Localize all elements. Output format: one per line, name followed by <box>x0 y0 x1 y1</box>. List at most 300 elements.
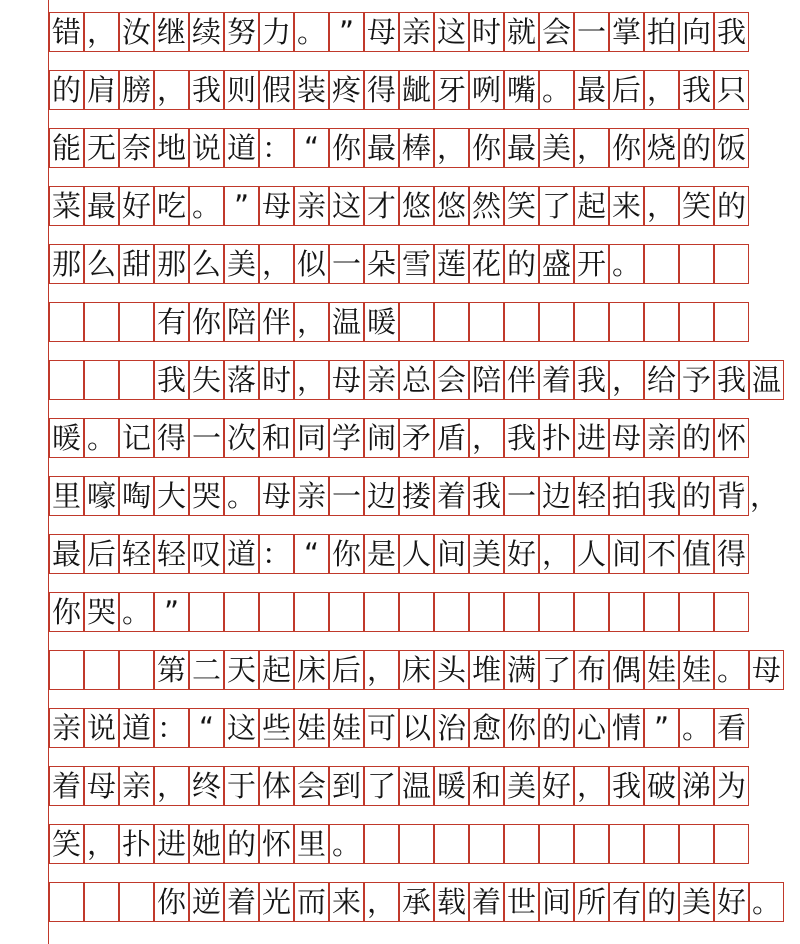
grid-cell: 母 <box>84 766 119 806</box>
grid-cell: 的 <box>679 128 714 168</box>
grid-cell: 朵 <box>364 244 399 284</box>
grid-cell: 地 <box>154 128 189 168</box>
grid-cell: 值 <box>679 534 714 574</box>
grid-cell: 陪 <box>224 302 259 342</box>
grid-cell: 母 <box>609 418 644 458</box>
grid-cell: 陪 <box>469 360 504 400</box>
grid-cell: 笑 <box>504 186 539 226</box>
grid-cell <box>294 592 329 632</box>
grid-cell: ” <box>154 592 189 632</box>
grid-cell: 。 <box>609 244 644 284</box>
grid-cell: 间 <box>609 534 644 574</box>
grid-cell: 哭 <box>189 476 224 516</box>
grid-cell: 疼 <box>329 70 364 110</box>
grid-cell: 给 <box>644 360 679 400</box>
grid-cell: 得 <box>364 70 399 110</box>
grid-cell: 了 <box>539 186 574 226</box>
grid-cell: 温 <box>399 766 434 806</box>
grid-cell: 然 <box>469 186 504 226</box>
grid-cell: 亲 <box>294 476 329 516</box>
grid-cell: 吃 <box>154 186 189 226</box>
grid-cell: ， <box>259 244 294 284</box>
grid-cell: 肩 <box>84 70 119 110</box>
grid-cell: 就 <box>504 12 539 52</box>
grid-cell: 亲 <box>119 766 154 806</box>
grid-cell <box>434 302 469 342</box>
grid-cell: 光 <box>259 882 294 922</box>
grid-cell: 。 <box>224 476 259 516</box>
grid-cell: ， <box>294 360 329 400</box>
grid-cell: 和 <box>259 418 294 458</box>
grid-cell <box>574 592 609 632</box>
grid-cell <box>679 302 714 342</box>
grid-cell: 向 <box>679 12 714 52</box>
grid-cell: ， <box>644 186 679 226</box>
grid-cell: 情 <box>609 708 644 748</box>
grid-cell: 。 <box>294 12 329 52</box>
grid-cell: 娃 <box>329 708 364 748</box>
grid-cell <box>434 592 469 632</box>
grid-cell: 叹 <box>189 534 224 574</box>
grid-cell: 人 <box>399 534 434 574</box>
grid-cell <box>644 302 679 342</box>
grid-cell: 盛 <box>539 244 574 284</box>
grid-cell: 为 <box>714 766 749 806</box>
grid-cell: 我 <box>714 12 749 52</box>
grid-cell: 治 <box>434 708 469 748</box>
grid-cell: ， <box>609 360 644 400</box>
grid-cell: 咧 <box>469 70 504 110</box>
grid-cell: 暖 <box>434 766 469 806</box>
grid-cell: ： <box>154 708 189 748</box>
grid-cell <box>469 592 504 632</box>
grid-cell: 我 <box>189 70 224 110</box>
grid-cell: ， <box>364 882 399 922</box>
grid-cell: 饭 <box>714 128 749 168</box>
grid-cell <box>539 592 574 632</box>
grid-cell: 床 <box>399 650 434 690</box>
grid-cell: 道 <box>224 534 259 574</box>
grid-cell: 奈 <box>119 128 154 168</box>
grid-cell: 予 <box>679 360 714 400</box>
grid-cell: 天 <box>224 650 259 690</box>
grid-cell: 这 <box>329 186 364 226</box>
grid-cell: 这 <box>434 12 469 52</box>
grid-cell: 无 <box>84 128 119 168</box>
grid-cell: 我 <box>644 476 679 516</box>
grid-cell: “ <box>294 128 329 168</box>
grid-cell: 床 <box>294 650 329 690</box>
grid-cell: 膀 <box>119 70 154 110</box>
grid-cell <box>119 360 154 400</box>
grid-cell: 牙 <box>434 70 469 110</box>
grid-cell: ” <box>644 708 679 748</box>
grid-cell: 里 <box>294 824 329 864</box>
grid-cell: 扑 <box>539 418 574 458</box>
grid-cell: 所 <box>574 882 609 922</box>
grid-cell: 嚎 <box>84 476 119 516</box>
grid-cell: 你 <box>469 128 504 168</box>
grid-cell: 伴 <box>504 360 539 400</box>
grid-cell: 着 <box>224 882 259 922</box>
grid-cell: 落 <box>224 360 259 400</box>
grid-cell: ， <box>84 12 119 52</box>
grid-cell: 和 <box>469 766 504 806</box>
grid-cell <box>679 824 714 864</box>
grid-cell <box>679 244 714 284</box>
grid-cell: 亲 <box>49 708 84 748</box>
grid-cell: 了 <box>539 650 574 690</box>
grid-cell: 龇 <box>399 70 434 110</box>
grid-cell: 最 <box>364 128 399 168</box>
grid-cell: 的 <box>714 186 749 226</box>
grid-cell: 好 <box>504 534 539 574</box>
grid-cell: 好 <box>714 882 749 922</box>
grid-cell: 。 <box>714 650 749 690</box>
grid-cell: 我 <box>469 476 504 516</box>
grid-cell <box>609 592 644 632</box>
grid-cell: 力 <box>259 12 294 52</box>
grid-cell: 莲 <box>434 244 469 284</box>
grid-cell: 。 <box>329 824 364 864</box>
grid-cell <box>574 302 609 342</box>
grid-cell: “ <box>294 534 329 574</box>
grid-cell: 我 <box>714 360 749 400</box>
grid-cell: 拍 <box>644 12 679 52</box>
grid-cell: ， <box>574 128 609 168</box>
grid-cell: 汝 <box>119 12 154 52</box>
grid-cell: 学 <box>329 418 364 458</box>
grid-cell: 似 <box>294 244 329 284</box>
grid-cell: 二 <box>189 650 224 690</box>
grid-cell: 的 <box>679 418 714 458</box>
grid-cell: 你 <box>329 128 364 168</box>
grid-cell: 温 <box>329 302 364 342</box>
grid-cell <box>329 592 364 632</box>
grid-cell: 嘴 <box>504 70 539 110</box>
grid-cell: 能 <box>49 128 84 168</box>
grid-cell: 时 <box>259 360 294 400</box>
grid-cell: 美 <box>504 766 539 806</box>
grid-cell: 道 <box>224 128 259 168</box>
grid-cell: 你 <box>154 882 189 922</box>
grid-cell <box>84 650 119 690</box>
grid-cell: 好 <box>539 766 574 806</box>
grid-cell: ： <box>259 534 294 574</box>
grid-cell: ， <box>539 534 574 574</box>
grid-cell: 菜 <box>49 186 84 226</box>
grid-cell: ， <box>84 824 119 864</box>
grid-cell: ” <box>224 186 259 226</box>
grid-cell: 搂 <box>399 476 434 516</box>
grid-cell: ， <box>364 650 399 690</box>
grid-cell: 温 <box>749 360 784 400</box>
grid-cell: 那 <box>154 244 189 284</box>
grid-cell <box>679 592 714 632</box>
grid-cell: 一 <box>504 476 539 516</box>
grid-cell: 娃 <box>679 650 714 690</box>
grid-cell: 么 <box>189 244 224 284</box>
grid-cell: 同 <box>294 418 329 458</box>
grid-cell: 母 <box>259 476 294 516</box>
grid-cell <box>189 592 224 632</box>
grid-cell: 努 <box>224 12 259 52</box>
grid-cell: 装 <box>294 70 329 110</box>
grid-cell: 记 <box>119 418 154 458</box>
grid-cell <box>469 302 504 342</box>
grid-cell: 一 <box>574 12 609 52</box>
grid-cell: 扑 <box>119 824 154 864</box>
grid-cell: 闹 <box>364 418 399 458</box>
grid-cell: 来 <box>609 186 644 226</box>
grid-cell: 间 <box>539 882 574 922</box>
grid-cell <box>714 824 749 864</box>
grid-cell: 烧 <box>644 128 679 168</box>
grid-cell: 来 <box>329 882 364 922</box>
grid-cell: 我 <box>154 360 189 400</box>
overflow-punctuation: ， <box>750 479 780 513</box>
grid-cell: ， <box>154 766 189 806</box>
grid-cell: 堆 <box>469 650 504 690</box>
grid-cell: 载 <box>434 882 469 922</box>
grid-cell: 我 <box>574 360 609 400</box>
grid-cell <box>364 824 399 864</box>
grid-cell: ， <box>294 302 329 342</box>
grid-cell: 逆 <box>189 882 224 922</box>
grid-cell: 美 <box>679 882 714 922</box>
grid-cell: 假 <box>259 70 294 110</box>
grid-cell: 起 <box>574 186 609 226</box>
grid-cell <box>609 824 644 864</box>
grid-cell: 时 <box>469 12 504 52</box>
grid-cell <box>714 302 749 342</box>
grid-cell: 我 <box>609 766 644 806</box>
grid-cell: 她 <box>189 824 224 864</box>
grid-cell: 悠 <box>399 186 434 226</box>
grid-cell <box>49 360 84 400</box>
grid-cell: 。 <box>119 592 154 632</box>
grid-cell: 有 <box>154 302 189 342</box>
grid-cell <box>49 302 84 342</box>
grid-cell <box>504 302 539 342</box>
grid-cell: 笑 <box>679 186 714 226</box>
grid-cell <box>84 302 119 342</box>
grid-cell: 承 <box>399 882 434 922</box>
grid-cell: 续 <box>189 12 224 52</box>
grid-cell: 会 <box>539 12 574 52</box>
grid-cell: 看 <box>714 708 749 748</box>
grid-cell: 体 <box>259 766 294 806</box>
grid-cell: 于 <box>224 766 259 806</box>
grid-cell: 继 <box>154 12 189 52</box>
grid-cell: 。 <box>539 70 574 110</box>
grid-cell: 母 <box>259 186 294 226</box>
grid-cell: 美 <box>224 244 259 284</box>
grid-cell: 着 <box>539 360 574 400</box>
grid-cell: 而 <box>294 882 329 922</box>
grid-cell: 拍 <box>609 476 644 516</box>
grid-cell: 花 <box>469 244 504 284</box>
grid-cell: 最 <box>504 128 539 168</box>
grid-cell: 的 <box>224 824 259 864</box>
grid-cell: 次 <box>224 418 259 458</box>
grid-cell: 美 <box>539 128 574 168</box>
grid-cell: 人 <box>574 534 609 574</box>
grid-cell: 第 <box>154 650 189 690</box>
grid-cell: 才 <box>364 186 399 226</box>
grid-cell: 暖 <box>364 302 399 342</box>
grid-cell: 得 <box>714 534 749 574</box>
grid-cell: 着 <box>469 882 504 922</box>
grid-cell: 大 <box>154 476 189 516</box>
grid-cell <box>224 592 259 632</box>
grid-cell: 着 <box>49 766 84 806</box>
grid-cell: 亲 <box>294 186 329 226</box>
grid-cell: 啕 <box>119 476 154 516</box>
grid-cell <box>49 650 84 690</box>
grid-cell: 可 <box>364 708 399 748</box>
grid-cell: 说 <box>189 128 224 168</box>
grid-cell: 甜 <box>119 244 154 284</box>
grid-cell: 一 <box>329 476 364 516</box>
grid-cell: 偶 <box>609 650 644 690</box>
grid-cell: 的 <box>644 882 679 922</box>
grid-cell: 你 <box>329 534 364 574</box>
grid-cell: ， <box>644 70 679 110</box>
grid-cell: 边 <box>364 476 399 516</box>
grid-cell <box>84 882 119 922</box>
grid-cell: 。 <box>84 418 119 458</box>
grid-cell: 你 <box>504 708 539 748</box>
grid-cell <box>399 824 434 864</box>
grid-cell <box>714 244 749 284</box>
grid-cell: 的 <box>539 708 574 748</box>
grid-cell <box>539 302 574 342</box>
grid-cell <box>644 592 679 632</box>
grid-cell <box>434 824 469 864</box>
grid-cell: 暖 <box>49 418 84 458</box>
grid-cell: 娃 <box>644 650 679 690</box>
grid-cell: 会 <box>294 766 329 806</box>
grid-cell <box>119 302 154 342</box>
grid-cell: 。 <box>189 186 224 226</box>
grid-cell: ， <box>434 128 469 168</box>
grid-cell: 的 <box>504 244 539 284</box>
grid-cell: 不 <box>644 534 679 574</box>
grid-cell <box>504 824 539 864</box>
grid-cell: 你 <box>609 128 644 168</box>
grid-cell: 些 <box>259 708 294 748</box>
grid-cell: 到 <box>329 766 364 806</box>
grid-cell: 母 <box>749 650 784 690</box>
grid-cell: 你 <box>49 592 84 632</box>
grid-cell: 只 <box>714 70 749 110</box>
grid-cell <box>574 824 609 864</box>
grid-cell <box>119 882 154 922</box>
grid-cell <box>259 592 294 632</box>
grid-cell: 破 <box>644 766 679 806</box>
grid-cell: ： <box>259 128 294 168</box>
grid-cell: 你 <box>189 302 224 342</box>
grid-cell: 头 <box>434 650 469 690</box>
grid-cell: 边 <box>539 476 574 516</box>
grid-cell: 亲 <box>644 418 679 458</box>
grid-cell <box>714 592 749 632</box>
grid-cell: 了 <box>364 766 399 806</box>
grid-cell <box>469 824 504 864</box>
grid-cell: 母 <box>329 360 364 400</box>
grid-cell: 说 <box>84 708 119 748</box>
grid-cell: 棒 <box>399 128 434 168</box>
grid-cell: 背 <box>714 476 749 516</box>
grid-cell: 最 <box>49 534 84 574</box>
grid-cell: 我 <box>679 70 714 110</box>
grid-cell: 雪 <box>399 244 434 284</box>
grid-cell: 笑 <box>49 824 84 864</box>
grid-cell: 娃 <box>294 708 329 748</box>
grid-cell: 心 <box>574 708 609 748</box>
grid-cell: ， <box>469 418 504 458</box>
grid-cell: 轻 <box>119 534 154 574</box>
grid-cell: 间 <box>434 534 469 574</box>
grid-cell: 一 <box>189 418 224 458</box>
grid-cell: ” <box>329 12 364 52</box>
grid-cell: 亲 <box>364 360 399 400</box>
grid-cell: 这 <box>224 708 259 748</box>
grid-cell: 最 <box>84 186 119 226</box>
grid-cell: 好 <box>119 186 154 226</box>
grid-cell: 怀 <box>714 418 749 458</box>
grid-cell: 。 <box>749 882 784 922</box>
grid-cell: 着 <box>434 476 469 516</box>
grid-cell: 怀 <box>259 824 294 864</box>
grid-cell: 世 <box>504 882 539 922</box>
grid-cell: 。 <box>679 708 714 748</box>
grid-cell: 错 <box>49 12 84 52</box>
grid-cell: 美 <box>469 534 504 574</box>
grid-cell: 一 <box>329 244 364 284</box>
grid-cell: 亲 <box>399 12 434 52</box>
grid-cell <box>399 592 434 632</box>
grid-cell <box>504 592 539 632</box>
grid-cell: 有 <box>609 882 644 922</box>
grid-cell <box>49 882 84 922</box>
grid-cell: 伴 <box>259 302 294 342</box>
grid-cell: 悠 <box>434 186 469 226</box>
grid-cell: 布 <box>574 650 609 690</box>
grid-cell: 我 <box>504 418 539 458</box>
grid-cell: 满 <box>504 650 539 690</box>
grid-cell: 轻 <box>154 534 189 574</box>
grid-cell <box>364 592 399 632</box>
grid-cell: ， <box>574 766 609 806</box>
grid-cell: 掌 <box>609 12 644 52</box>
grid-cell: 矛 <box>399 418 434 458</box>
grid-cell: 道 <box>119 708 154 748</box>
grid-cell: 最 <box>574 70 609 110</box>
grid-cell: 总 <box>399 360 434 400</box>
grid-cell: 盾 <box>434 418 469 458</box>
grid-cell: 得 <box>154 418 189 458</box>
grid-cell <box>84 360 119 400</box>
grid-cell <box>644 244 679 284</box>
grid-cell: 以 <box>399 708 434 748</box>
grid-cell: 那 <box>49 244 84 284</box>
grid-cell <box>539 824 574 864</box>
grid-cell: 涕 <box>679 766 714 806</box>
grid-cell: 的 <box>49 70 84 110</box>
grid-cell: 进 <box>574 418 609 458</box>
